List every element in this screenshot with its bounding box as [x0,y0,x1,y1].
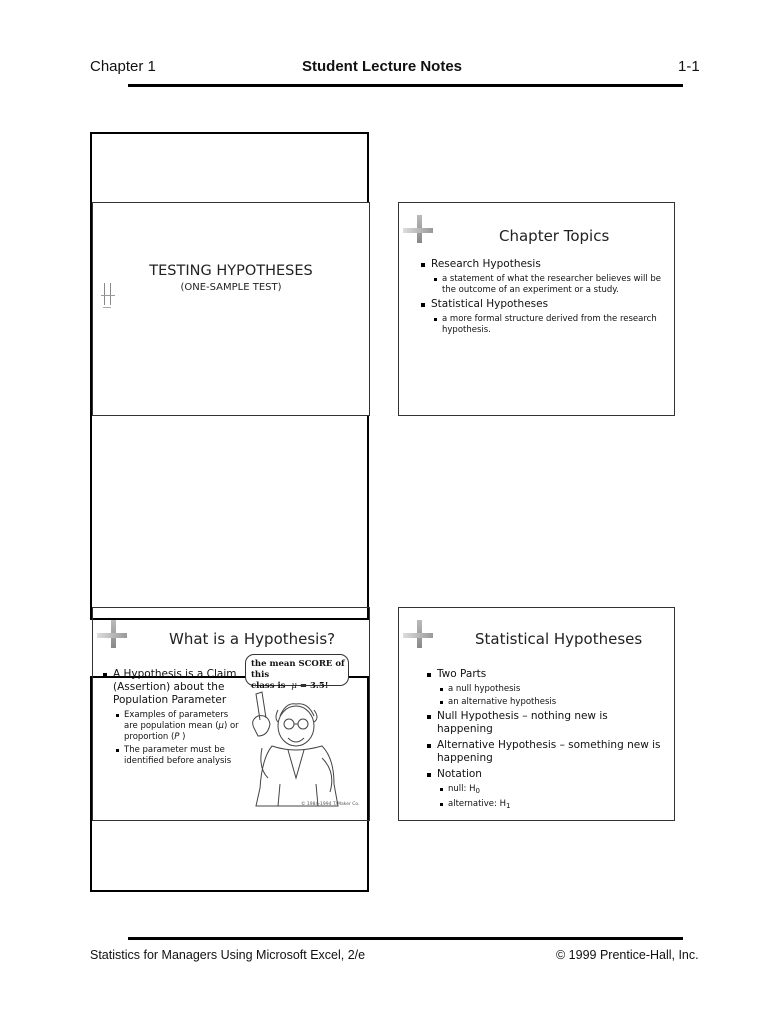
slide-corner-cross-icon [403,215,433,243]
footer-rule [128,937,683,940]
speech-bubble: the mean SCORE of this class is μ = 3.5! [245,654,349,686]
bullet-statistical-hypotheses: Statistical Hypotheses [419,298,664,311]
slide1-title: TESTING HYPOTHESES [149,263,313,279]
slide-corner-cross-icon [97,620,127,648]
slide-corner-cross-icon [403,620,433,648]
bullet-null-hypothesis: Null Hypothesis – nothing new is happening [425,710,665,736]
sub-bullet-null-notation: null: $H_0$ [438,784,665,797]
slide1-subtitle: (ONE-SAMPLE TEST) [180,282,282,293]
slide-chapter-topics [398,202,675,416]
slide-statistical-hypotheses [398,607,675,821]
slide4-title: Statistical Hypotheses [475,630,643,648]
bullet-notation: Notation [425,768,665,781]
professor-cartoon-icon [238,688,353,813]
slide4-bullets [425,668,665,814]
slide2-title: Chapter Topics [499,227,610,245]
bullet-alternative-hypothesis: Alternative Hypothesis – something new is happening [425,739,665,765]
header-rule [128,84,683,87]
page-number: 1-1 [678,58,700,75]
sub-bullet-parameter-examples: Examples of parameters are population mean (μ) or proportion (P ) [114,710,243,743]
footer-copyright: © 1999 Prentice-Hall, Inc. [556,948,699,962]
sub-bullet-statistical-definition: a more formal structure derived from the research hypothesis. [432,314,664,336]
sub-bullet-alternative: an alternative hypothesis [438,697,665,708]
bullet-two-parts: Two Parts [425,668,665,681]
chapter-label: Chapter 1 [90,58,156,75]
sub-bullet-parameter-identified: The parameter must be identified before analysis [114,745,243,767]
sub-bullet-alt-notation: alternative: $H_1$ [438,799,665,812]
sub-bullet-research-definition: a statement of what the researcher believes will be the outcome of an experiment or a study. [432,274,664,296]
sub-bullet-null: a null hypothesis [438,684,665,695]
slide-title [92,202,370,416]
bullet-hypothesis-claim: A Hypothesis is a Claim (Assertion) about the Population Parameter [101,668,243,707]
footer-book-title: Statistics for Managers Using Microsoft Excel, 2/e [90,948,366,962]
slide-what-is-hypothesis [92,607,370,821]
slide3-bullets [101,668,243,769]
bullet-research-hypothesis: Research Hypothesis [419,258,664,271]
document-title: Student Lecture Notes [302,58,463,75]
cartoon-credit: © 1984-1994 T/Maker Co. [301,802,360,807]
slide3-title: What is a Hypothesis? [169,630,336,648]
slide2-bullets [419,258,664,338]
